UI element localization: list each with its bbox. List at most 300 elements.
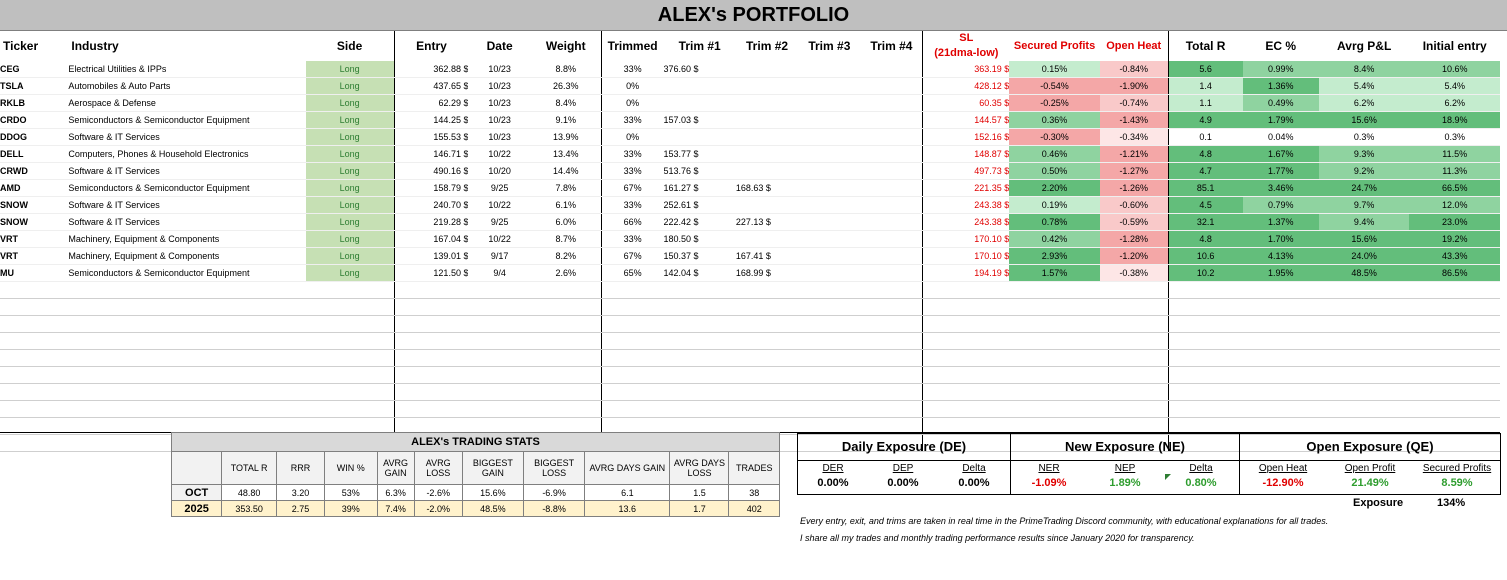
empty-cell — [1319, 282, 1409, 299]
table-row — [0, 78, 1500, 95]
initial-entry-cell: 43.3% — [1409, 248, 1500, 265]
exposure-total-label: Exposure — [1353, 497, 1404, 509]
trim1-cell — [664, 78, 736, 95]
weight-cell: 8.7% — [531, 231, 601, 248]
empty-cell — [861, 350, 923, 367]
empty-cell — [664, 333, 736, 350]
empty-cell — [468, 367, 530, 384]
empty-cell — [1009, 299, 1099, 316]
industry-cell: Machinery, Equipment & Components — [68, 231, 305, 248]
dep-label: DEP — [892, 463, 914, 474]
entry-cell: 437.65 $ — [394, 78, 468, 95]
trim1-cell: 150.37 $ — [664, 248, 736, 265]
weight-cell: 8.8% — [531, 61, 601, 78]
side-cell: Long — [306, 248, 394, 265]
stats-header-cell: BIGGEST GAIN — [462, 452, 523, 485]
date-cell: 9/4 — [468, 265, 530, 282]
entry-cell: 167.04 $ — [394, 231, 468, 248]
weight-cell: 8.2% — [531, 248, 601, 265]
secured-profits-cell: -0.30% — [1009, 129, 1099, 146]
stop-loss-cell: 60.35 $ — [923, 95, 1009, 112]
trim2-cell — [736, 197, 798, 214]
empty-cell — [798, 384, 860, 401]
empty-cell — [394, 367, 468, 384]
date-cell: 10/23 — [468, 61, 530, 78]
ner-cell — [1011, 461, 1087, 494]
ticker-cell: CRDO — [0, 112, 68, 129]
ticker-cell: RKLB — [0, 95, 68, 112]
empty-cell — [306, 384, 394, 401]
empty-row — [0, 384, 1500, 401]
col-stop-loss-sub: (21dma-low) — [934, 47, 999, 59]
col-stop-loss — [923, 31, 1009, 61]
empty-cell — [1243, 333, 1319, 350]
empty-cell — [468, 316, 530, 333]
side-cell: Long — [306, 163, 394, 180]
open-heat-cell: -1.21% — [1100, 146, 1168, 163]
weight-cell: 8.4% — [531, 95, 601, 112]
empty-cell — [68, 401, 305, 418]
initial-entry-cell: 0.3% — [1409, 129, 1500, 146]
weight-cell: 9.1% — [531, 112, 601, 129]
empty-cell — [531, 401, 601, 418]
empty-cell — [1009, 333, 1099, 350]
trim2-cell — [736, 163, 798, 180]
ec-cell: 3.46% — [1243, 180, 1319, 197]
trim4-cell — [861, 129, 923, 146]
trim4-cell — [861, 146, 923, 163]
empty-cell — [664, 367, 736, 384]
empty-cell — [861, 282, 923, 299]
col-weight: Weight — [545, 39, 586, 53]
total-r-cell: 85.1 — [1168, 180, 1242, 197]
empty-cell — [1319, 384, 1409, 401]
empty-cell — [1009, 384, 1099, 401]
daily-exposure-title: Daily Exposure (DE) — [798, 434, 1010, 461]
trim2-cell: 168.63 $ — [736, 180, 798, 197]
trim2-cell — [736, 231, 798, 248]
secured-profits-cell — [1414, 461, 1500, 494]
secured-profits-cell: 0.78% — [1009, 214, 1099, 231]
trim1-cell: 252.61 $ — [664, 197, 736, 214]
avg-pl-cell: 5.4% — [1319, 78, 1409, 95]
trim3-cell — [798, 95, 860, 112]
trim3-cell — [798, 146, 860, 163]
ticker-cell: CRWD — [0, 163, 68, 180]
empty-cell — [0, 350, 68, 367]
ticker-cell: DELL — [0, 146, 68, 163]
empty-cell — [736, 299, 798, 316]
empty-cell — [1009, 350, 1099, 367]
empty-cell — [468, 401, 530, 418]
ec-cell: 4.13% — [1243, 248, 1319, 265]
secured-profits-cell: 0.42% — [1009, 231, 1099, 248]
trim1-cell: 513.76 $ — [664, 163, 736, 180]
empty-cell — [1100, 282, 1168, 299]
empty-cell — [306, 401, 394, 418]
trim3-cell — [798, 78, 860, 95]
empty-cell — [798, 299, 860, 316]
date-cell: 10/23 — [468, 95, 530, 112]
new-delta-cell — [1163, 461, 1239, 494]
ticker-cell: SNOW — [0, 197, 68, 214]
empty-cell — [664, 282, 736, 299]
table-row — [0, 180, 1500, 197]
trim3-cell — [798, 61, 860, 78]
entry-cell: 240.70 $ — [394, 197, 468, 214]
side-cell: Long — [306, 265, 394, 282]
industry-cell: Electrical Utilities & IPPs — [68, 61, 305, 78]
empty-cell — [1409, 401, 1500, 418]
total-r-cell: 4.7 — [1168, 163, 1242, 180]
secured-profits-cell: -0.54% — [1009, 78, 1099, 95]
empty-cell — [1009, 367, 1099, 384]
stats-value-cell: 353.50 — [222, 501, 277, 517]
table-row — [0, 95, 1500, 112]
ticker-cell: DDOG — [0, 129, 68, 146]
new-exposure-title: New Exposure (NE) — [1011, 434, 1239, 461]
trim2-cell: 168.99 $ — [736, 265, 798, 282]
avg-pl-cell: 9.2% — [1319, 163, 1409, 180]
open-profit-label: Open Profit — [1344, 463, 1396, 474]
initial-entry-cell: 10.6% — [1409, 61, 1500, 78]
entry-cell: 362.88 $ — [394, 61, 468, 78]
date-cell: 9/25 — [468, 180, 530, 197]
comment-marker-icon — [1165, 474, 1171, 480]
empty-cell — [68, 316, 305, 333]
empty-row — [0, 350, 1500, 367]
industry-cell: Machinery, Equipment & Components — [68, 248, 305, 265]
empty-cell — [394, 350, 468, 367]
empty-row — [0, 299, 1500, 316]
entry-cell: 62.29 $ — [394, 95, 468, 112]
total-r-cell: 4.8 — [1168, 231, 1242, 248]
side-cell: Long — [306, 146, 394, 163]
trim1-cell: 153.77 $ — [664, 146, 736, 163]
trimmed-cell: 33% — [601, 197, 663, 214]
avg-pl-cell: 0.3% — [1319, 129, 1409, 146]
industry-cell: Computers, Phones & Household Electronics — [68, 146, 305, 163]
total-r-cell: 5.6 — [1168, 61, 1242, 78]
empty-cell — [1409, 299, 1500, 316]
stop-loss-cell: 170.10 $ — [923, 248, 1009, 265]
new-delta-value: 0.80% — [1185, 477, 1217, 489]
stop-loss-cell: 170.10 $ — [923, 231, 1009, 248]
open-exposure-group — [1240, 434, 1500, 494]
der-value: 0.00% — [817, 477, 849, 489]
col-ticker: Ticker — [3, 39, 39, 53]
portfolio-table — [0, 31, 1500, 452]
empty-cell — [861, 299, 923, 316]
col-open-heat: Open Heat — [1106, 40, 1162, 52]
empty-row — [0, 367, 1500, 384]
empty-cell — [736, 282, 798, 299]
avg-pl-cell: 48.5% — [1319, 265, 1409, 282]
empty-cell — [1100, 384, 1168, 401]
secured-profits-cell: 2.20% — [1009, 180, 1099, 197]
empty-row — [0, 282, 1500, 299]
trim3-cell — [798, 248, 860, 265]
empty-cell — [1409, 316, 1500, 333]
empty-cell — [923, 367, 1009, 384]
trimmed-cell: 67% — [601, 248, 663, 265]
secured-profits-cell: 0.46% — [1009, 146, 1099, 163]
stats-value-cell: 7.4% — [377, 501, 414, 517]
empty-cell — [798, 282, 860, 299]
trim1-cell: 222.42 $ — [664, 214, 736, 231]
empty-cell — [1243, 299, 1319, 316]
empty-cell — [1009, 316, 1099, 333]
initial-entry-cell: 11.5% — [1409, 146, 1500, 163]
stats-title: ALEX's TRADING STATS — [172, 433, 780, 452]
stop-loss-cell: 148.87 $ — [923, 146, 1009, 163]
avg-pl-cell: 6.2% — [1319, 95, 1409, 112]
trim3-cell — [798, 265, 860, 282]
dep-cell — [868, 461, 938, 494]
empty-cell — [1100, 299, 1168, 316]
empty-cell — [923, 282, 1009, 299]
col-total-r: Total R — [1168, 31, 1242, 61]
empty-cell — [601, 384, 663, 401]
trim2-cell — [736, 95, 798, 112]
stop-loss-cell: 152.16 $ — [923, 129, 1009, 146]
col-trim1: Trim #1 — [678, 39, 721, 53]
empty-cell — [1100, 333, 1168, 350]
col-trimmed: Trimmed — [601, 31, 663, 61]
empty-cell — [531, 299, 601, 316]
trim3-cell — [798, 197, 860, 214]
exposure-total-value: 134% — [1437, 497, 1466, 509]
empty-cell — [1243, 367, 1319, 384]
secured-profits-cell: 0.36% — [1009, 112, 1099, 129]
col-ec: EC % — [1265, 39, 1297, 53]
stats-value-cell: 48.5% — [462, 501, 523, 517]
empty-cell — [1009, 282, 1099, 299]
secured-profits-label: Secured Profits — [1422, 463, 1492, 474]
ner-value: -1.09% — [1031, 477, 1067, 489]
empty-cell — [68, 350, 305, 367]
industry-cell: Semiconductors & Semiconductor Equipment — [68, 180, 305, 197]
empty-cell — [601, 333, 663, 350]
table-row — [0, 112, 1500, 129]
empty-cell — [1409, 384, 1500, 401]
empty-cell — [1243, 401, 1319, 418]
empty-cell — [798, 316, 860, 333]
trim2-cell — [736, 129, 798, 146]
trim3-cell — [798, 180, 860, 197]
side-cell: Long — [306, 112, 394, 129]
date-cell: 10/22 — [468, 146, 530, 163]
trimmed-cell: 0% — [601, 129, 663, 146]
total-r-cell: 10.2 — [1168, 265, 1242, 282]
ec-cell: 1.77% — [1243, 163, 1319, 180]
open-heat-label: Open Heat — [1258, 463, 1308, 474]
empty-cell — [0, 282, 68, 299]
open-heat-cell: -0.84% — [1100, 61, 1168, 78]
trimmed-cell: 33% — [601, 163, 663, 180]
weight-cell: 7.8% — [531, 180, 601, 197]
empty-cell — [306, 333, 394, 350]
trim4-cell — [861, 265, 923, 282]
weight-cell: 13.9% — [531, 129, 601, 146]
stats-value-cell: 39% — [325, 501, 377, 517]
empty-cell — [1409, 367, 1500, 384]
avg-pl-cell: 15.6% — [1319, 231, 1409, 248]
empty-cell — [1243, 350, 1319, 367]
date-cell: 9/25 — [468, 214, 530, 231]
empty-cell — [736, 401, 798, 418]
empty-cell — [736, 367, 798, 384]
ec-cell: 0.49% — [1243, 95, 1319, 112]
trim4-cell — [861, 95, 923, 112]
empty-cell — [1168, 401, 1242, 418]
initial-entry-cell: 66.5% — [1409, 180, 1500, 197]
empty-cell — [468, 384, 530, 401]
open-heat-cell: -1.90% — [1100, 78, 1168, 95]
trim1-cell: 142.04 $ — [664, 265, 736, 282]
open-profit-value: 21.49% — [1351, 477, 1389, 489]
trim1-cell: 180.50 $ — [664, 231, 736, 248]
col-side: Side — [336, 39, 363, 53]
empty-cell — [1168, 333, 1242, 350]
empty-cell — [0, 316, 68, 333]
empty-cell — [664, 384, 736, 401]
side-cell: Long — [306, 180, 394, 197]
empty-cell — [736, 333, 798, 350]
trim1-cell — [664, 129, 736, 146]
stats-header-cell: AVRG LOSS — [414, 452, 462, 485]
initial-entry-cell: 11.3% — [1409, 163, 1500, 180]
empty-cell — [1319, 316, 1409, 333]
side-cell: Long — [306, 129, 394, 146]
table-row — [0, 197, 1500, 214]
der-cell — [798, 461, 868, 494]
stop-loss-cell: 363.19 $ — [923, 61, 1009, 78]
initial-entry-cell: 19.2% — [1409, 231, 1500, 248]
empty-cell — [798, 401, 860, 418]
initial-entry-cell: 18.9% — [1409, 112, 1500, 129]
side-cell: Long — [306, 61, 394, 78]
empty-cell — [1243, 282, 1319, 299]
empty-cell — [798, 350, 860, 367]
stats-value-cell: 53% — [325, 485, 377, 501]
trimmed-cell: 0% — [601, 78, 663, 95]
trim3-cell — [798, 163, 860, 180]
trim4-cell — [861, 231, 923, 248]
empty-cell — [0, 333, 68, 350]
nep-value: 1.89% — [1109, 477, 1141, 489]
empty-cell — [923, 384, 1009, 401]
ticker-cell: TSLA — [0, 78, 68, 95]
initial-entry-cell: 23.0% — [1409, 214, 1500, 231]
col-trim2: Trim #2 — [746, 39, 789, 53]
empty-cell — [0, 435, 68, 452]
empty-cell — [601, 299, 663, 316]
empty-cell — [664, 401, 736, 418]
date-cell: 10/20 — [468, 163, 530, 180]
side-cell: Long — [306, 231, 394, 248]
stop-loss-cell: 194.19 $ — [923, 265, 1009, 282]
empty-cell — [798, 333, 860, 350]
empty-cell — [394, 384, 468, 401]
open-heat-cell: -0.38% — [1100, 265, 1168, 282]
ec-cell: 0.79% — [1243, 197, 1319, 214]
trim3-cell — [798, 214, 860, 231]
trim1-cell — [664, 95, 736, 112]
stats-value-cell: 15.6% — [462, 485, 523, 501]
trim4-cell — [861, 180, 923, 197]
ec-cell: 1.37% — [1243, 214, 1319, 231]
trimmed-cell: 0% — [601, 95, 663, 112]
industry-cell: Semiconductors & Semiconductor Equipment — [68, 112, 305, 129]
empty-row — [0, 333, 1500, 350]
empty-cell — [601, 350, 663, 367]
empty-cell — [68, 299, 305, 316]
empty-cell — [664, 316, 736, 333]
total-r-cell: 0.1 — [1168, 129, 1242, 146]
empty-cell — [601, 316, 663, 333]
empty-cell — [468, 350, 530, 367]
table-row — [0, 163, 1500, 180]
stats-header-cell: TOTAL R — [222, 452, 277, 485]
empty-cell — [394, 333, 468, 350]
new-delta-label: Delta — [1189, 463, 1213, 474]
avg-pl-cell: 9.3% — [1319, 146, 1409, 163]
trimmed-cell: 67% — [601, 180, 663, 197]
secured-profits-cell: 0.19% — [1009, 197, 1099, 214]
trimmed-cell: 33% — [601, 231, 663, 248]
industry-cell: Software & IT Services — [68, 214, 305, 231]
table-row — [0, 61, 1500, 78]
empty-cell — [1100, 401, 1168, 418]
col-date: Date — [486, 39, 513, 53]
avg-pl-cell: 8.4% — [1319, 61, 1409, 78]
stats-header-cell: TRADES — [729, 452, 780, 485]
table-row — [0, 129, 1500, 146]
stats-header-row — [172, 452, 780, 485]
stop-loss-cell: 221.35 $ — [923, 180, 1009, 197]
stats-value-cell: 2.75 — [276, 501, 324, 517]
empty-cell — [1319, 350, 1409, 367]
trimmed-cell: 66% — [601, 214, 663, 231]
trim4-cell — [861, 197, 923, 214]
col-secured-profits: Secured Profits — [1013, 40, 1096, 52]
total-r-cell: 32.1 — [1168, 214, 1242, 231]
open-heat-cell: -1.26% — [1100, 180, 1168, 197]
open-heat-value: -12.90% — [1262, 477, 1304, 489]
secured-profits-cell: 0.15% — [1009, 61, 1099, 78]
ec-cell: 1.79% — [1243, 112, 1319, 129]
empty-row — [0, 316, 1500, 333]
empty-cell — [0, 299, 68, 316]
avg-pl-cell: 24.0% — [1319, 248, 1409, 265]
ec-cell: 0.99% — [1243, 61, 1319, 78]
empty-cell — [1100, 350, 1168, 367]
open-heat-cell: -1.43% — [1100, 112, 1168, 129]
stats-value-cell: 3.20 — [276, 485, 324, 501]
entry-cell: 144.25 $ — [394, 112, 468, 129]
empty-cell — [531, 350, 601, 367]
empty-cell — [664, 350, 736, 367]
stats-value-cell: 1.5 — [670, 485, 729, 501]
empty-cell — [861, 367, 923, 384]
empty-cell — [1100, 316, 1168, 333]
stop-loss-cell: 428.12 $ — [923, 78, 1009, 95]
empty-cell — [306, 367, 394, 384]
trim2-cell — [736, 61, 798, 78]
col-industry: Industry — [71, 39, 119, 53]
avg-pl-cell: 9.4% — [1319, 214, 1409, 231]
